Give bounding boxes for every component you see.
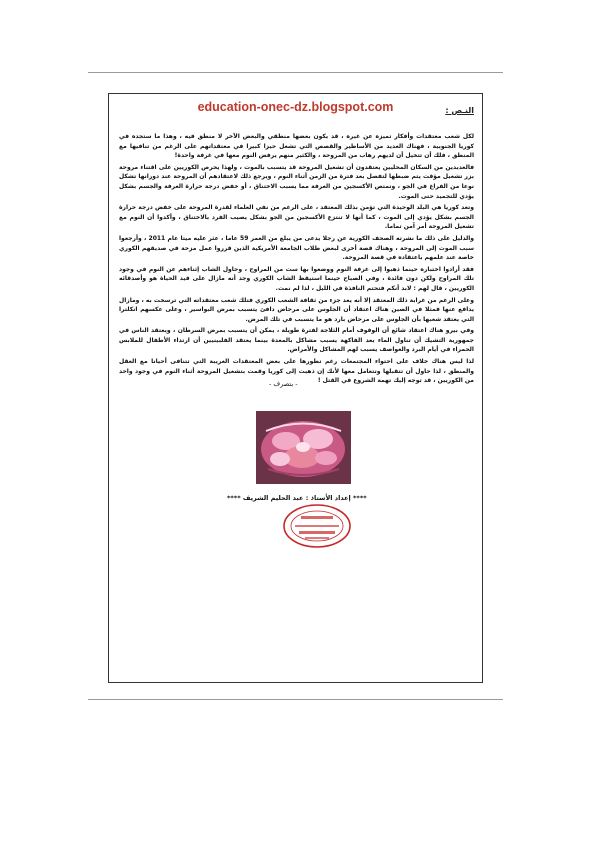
paragraph-7: وفي بيرو هناك اعتقاد شائع أن الوقوف أمام الثلاجة لفترة طويلة ، يمكن أن يتسبب بمرض السرطان ، ويعتقد الناس في جمهورية التشيك أن تناول الماء بعد الفاكهة يسبب مشاكل بالمعدة بينما يعتقد الفلبينيين أن ارتداء الأطفال للملابس الحمراء في أيام البرد والعواصف يسبب لهم المشاكل والأمراض. (119, 327, 474, 354)
signoff: - بتصرف - (269, 380, 298, 388)
flower-image (256, 411, 351, 484)
site-url[interactable]: education-onec-dz.blogspot.com (197, 100, 394, 114)
text-heading: النـص : (445, 106, 474, 115)
flower-photo (256, 411, 351, 484)
document-frame (108, 93, 483, 683)
paragraph-5: فقد أرادوا اختباره حينما ذهبوا إلى غرفة النوم ووضعوا بها ست من المراوح ، وحاول الشاب إثناءهم عن النوم في وجود تلك المراوح ولكن دون فائدة ، وفي الصباح حينما استيقظ الشاب الكوري وجد أنه مازال على قيد الحياة هو وأصدقائه الكوريين ، قال لهم : لابد أنكم فتحتم النافذة في الليل ، لذا لم نمت. (119, 265, 474, 292)
stamp-seal (281, 502, 353, 550)
paragraph-1: لكل شعب معتقدات وأفكار تميزه عن غيره ، قد يكون بعضها منطقي والبعض الآخر لا منطق فيه ، وهذا ما ستجده في كوريا الجنوبية ، فهناك العديد من الأساطير والقصص التي تشغل حيزا كبيرا في معتقداتهم على الرغم من تنافيها مع المنطق ، فلك أن تتخيل أن لديهم رهاب من المروحة ، والكثير منهم يرفض النوم معها في غرفة واحدة! (119, 133, 474, 160)
paragraph-3: وتعد كوريا هي البلد الوحيدة التي تؤمن بذلك المعتقد ، على الرغم من نفي العلماء لقدرة المروحة على خفض درجة حرارة الجسم بشكل يؤدي إلى الموت ، كما أنها لا تنتزع الأكسجين من الجو بشكل يصيب الفرد بالاختناق ، وأكدوا أن النوم مع تشغيل المروحة أمر آمن تماما. (119, 204, 474, 231)
paragraph-8: لذا ليس هناك خلاف على احتواء المجتمعات رغم تطورها على بعض المعتقدات الغريبة التي تتنافى أحيانا مع العقل والمنطق ، لذا حاول أن تتقبلها وتتعامل معها لأنك إن ذهبت إلى كوريا وقمت بتشغيل المروحة أثناء النوم في وجود واحد من الكوريين ، قد توجه إليك تهمة الشروع في القتل ! (119, 358, 474, 385)
author-line: **** إعداد الأستاذ : عبد الحليم الشريف **** (227, 494, 367, 502)
top-divider (88, 72, 503, 73)
paragraph-4: والدليل على ذلك ما نشرته الصحف الكورية عن رجلا يدعى من يبلغ من العمر 59 عاما ، عثر عليه ميتا عام 2011 ، وأرجعوا سبب الموت إلى المروحة ، وهناك قصة أخرى لبعض طلاب الجامعة الأمريكية الذين قرروا عمل مزحة في صديقهم الكوري خاصة عند علمهم باعتقاده في قصة المروحة. (119, 234, 474, 262)
paragraph-6: وعلى الرغم من غرابة ذلك المعتقد إلا أنه يعد جزء من ثقافة الشعب الكوري فتلك شعب معتقداته التي ترسخت به ، ومازال يدافع عنها فمثلا في الصين هناك اعتقاد أن الجلوس على مرحاض دافئ يتسبب بمرض البواسير ، وعلى عكسهم انكلترا التي يعتقد شعبها بأن الجلوس على مرحاض بارد هو ما يتسبب في تلك المرض. (118, 296, 474, 323)
paragraph-2: فالعديدين من السكان المحليين يعتقدون أن تشغيل المروحة قد يتسبب بالموت ، ولهذا يحرص الكوريين على اقتناء مروحة بزر تشغيل مؤقت يتم ضبطها لتفصل بعد فترة من الزمن أثناء النوم ، ويرجع ذلك لاعتقادهم أن المروحة عند دورانها تشكل نوعا من الفراغ في الجو ، وتمتص الأكسجين من الغرفة مما يسبب الاختناق ، أو خفض درجة حرارة الغرفة والجسم بشكل يؤدي للتجميد حتى الموت. (119, 163, 474, 200)
body-text (119, 132, 474, 388)
bottom-divider (88, 699, 503, 700)
official-stamp (281, 502, 353, 550)
